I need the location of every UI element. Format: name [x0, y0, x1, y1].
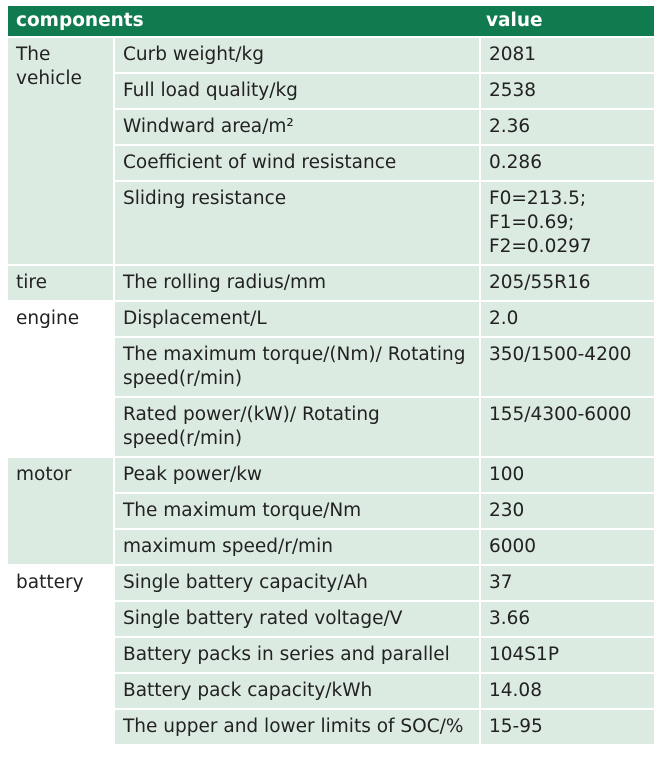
table-row — [8, 301, 654, 337]
value-cell: 3.66 — [480, 601, 654, 637]
component-cell: Rated power/(kW)/ Rotating speed(r/min) — [114, 397, 480, 457]
group-battery: battery — [8, 565, 114, 745]
value-line: F0=213.5; — [489, 188, 587, 209]
component-cell: maximum speed/r/min — [114, 529, 480, 565]
header-components: components — [8, 6, 480, 37]
component-cell: Curb weight/kg — [114, 37, 480, 73]
value-cell: 37 — [480, 565, 654, 601]
table-row — [8, 37, 654, 73]
component-cell: Peak power/kw — [114, 457, 480, 493]
value-cell: 14.08 — [480, 673, 654, 709]
value-cell: 350/1500-4200 — [480, 337, 654, 397]
component-cell: Single battery capacity/Ah — [114, 565, 480, 601]
value-cell: 205/55R16 — [480, 265, 654, 301]
component-cell: Battery pack capacity/kWh — [114, 673, 480, 709]
table-row — [8, 565, 654, 601]
table-row — [8, 457, 654, 493]
component-cell: The upper and lower limits of SOC/% — [114, 709, 480, 745]
table-row — [8, 265, 654, 301]
component-cell: Full load quality/kg — [114, 73, 480, 109]
component-cell: Coefficient of wind resistance — [114, 145, 480, 181]
group-tire: tire — [8, 265, 114, 301]
component-cell: Battery packs in series and parallel — [114, 637, 480, 673]
value-cell: 6000 — [480, 529, 654, 565]
component-cell: The rolling radius/mm — [114, 265, 480, 301]
value-cell: 155/4300-6000 — [480, 397, 654, 457]
value-cell: 2081 — [480, 37, 654, 73]
header-row — [8, 6, 654, 37]
group-vehicle: The vehicle — [8, 37, 114, 265]
component-cell: Windward area/m² — [114, 109, 480, 145]
component-cell: Sliding resistance — [114, 181, 480, 265]
value-cell: 2538 — [480, 73, 654, 109]
value-cell: 2.36 — [480, 109, 654, 145]
value-cell: 104S1P — [480, 637, 654, 673]
value-cell — [480, 181, 654, 265]
value-line: F1=0.69; — [489, 212, 575, 233]
component-cell: Single battery rated voltage/V — [114, 601, 480, 637]
value-cell: 0.286 — [480, 145, 654, 181]
component-cell: The maximum torque/(Nm)/ Rotating speed(r/min) — [114, 337, 480, 397]
value-cell: 230 — [480, 493, 654, 529]
value-cell: 2.0 — [480, 301, 654, 337]
group-motor: motor — [8, 457, 114, 565]
value-cell: 15-95 — [480, 709, 654, 745]
value-cell: 100 — [480, 457, 654, 493]
component-cell: Displacement/L — [114, 301, 480, 337]
value-line: F2=0.0297 — [489, 236, 592, 257]
component-cell: The maximum torque/Nm — [114, 493, 480, 529]
header-value: value — [480, 6, 654, 37]
spec-table — [8, 6, 654, 746]
group-engine: engine — [8, 301, 114, 457]
